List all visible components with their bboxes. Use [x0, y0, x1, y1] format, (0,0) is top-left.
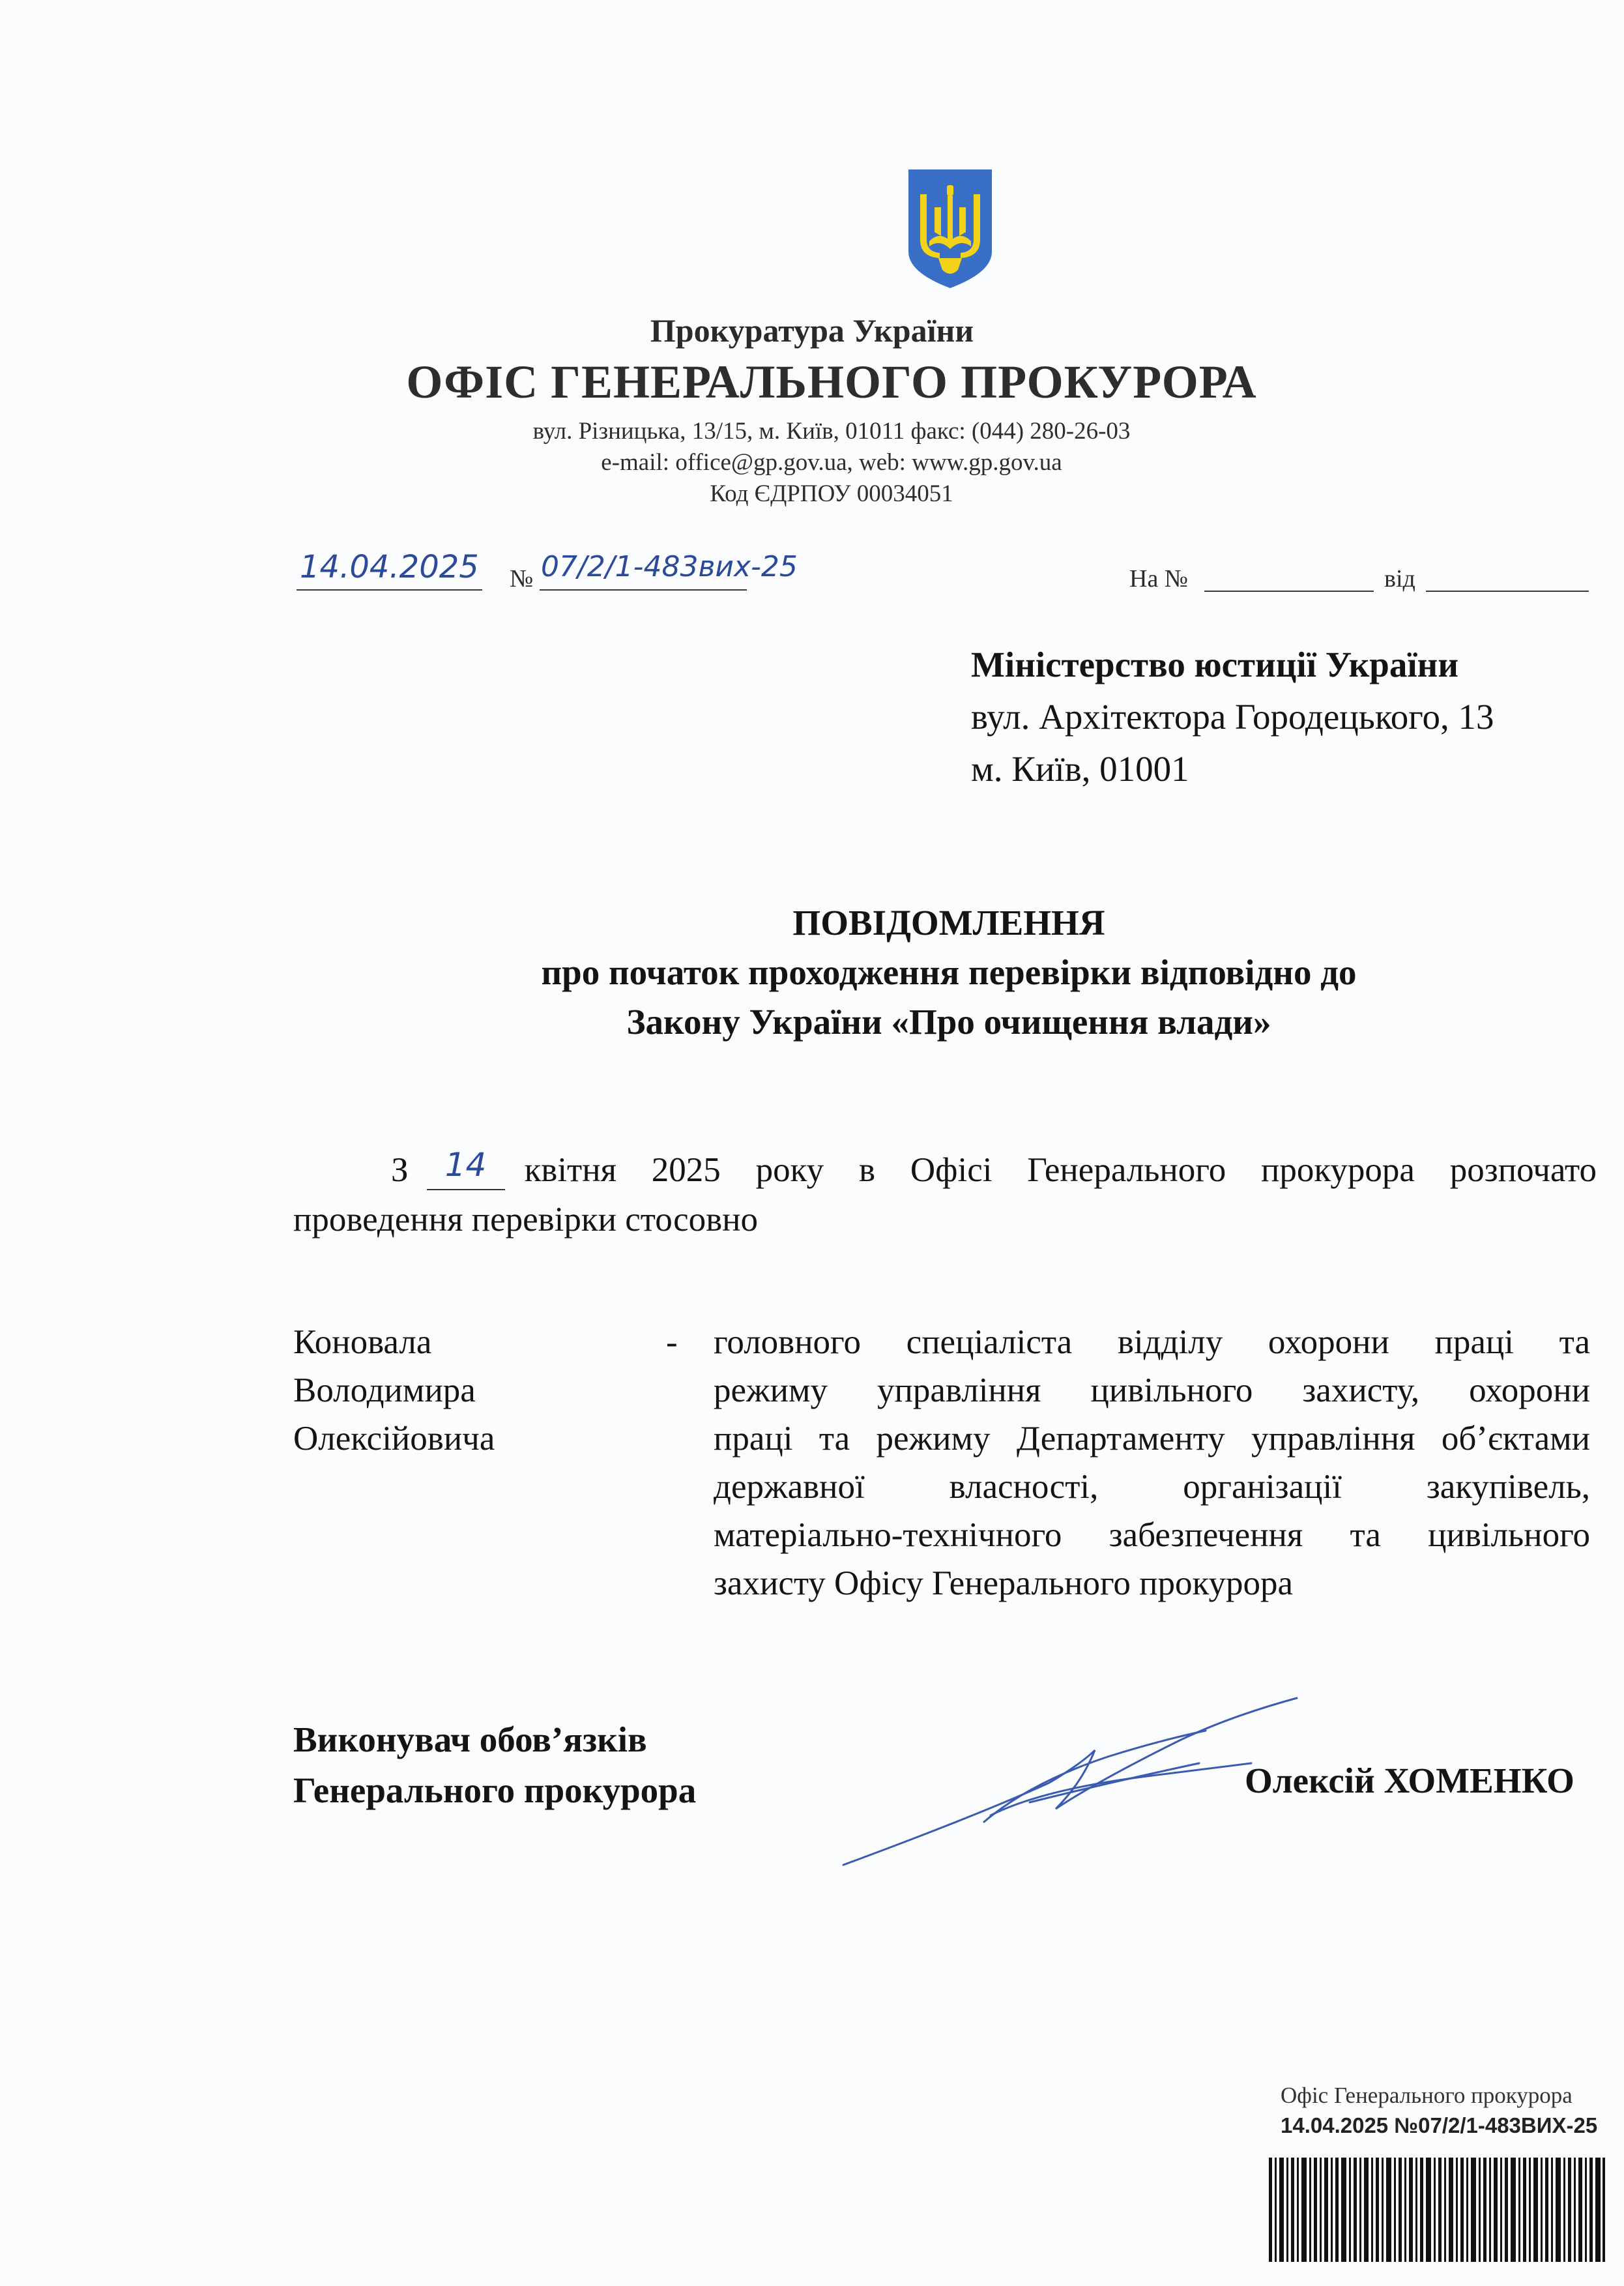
reply-number-line [1204, 591, 1374, 592]
person-firstname: Володимира [293, 1371, 476, 1409]
reply-number-label: На № [1129, 565, 1189, 593]
dash-separator: - [666, 1323, 678, 1361]
document-subtitle-line2: Закону України «Про очищення влади» [626, 1002, 1271, 1042]
stamp-registration: 14.04.2025 №07/2/1-483ВИХ-25 [1281, 2113, 1598, 2137]
outgoing-number: 07/2/1-483вих-25 [541, 550, 798, 583]
number-underline [540, 589, 747, 591]
intro-line2: проведення перевірки стосовно [293, 1201, 758, 1238]
document-title-block [137, 898, 1624, 1047]
intro-prefix: З [391, 1151, 409, 1189]
date-underline [297, 589, 482, 591]
person-patronymic: Олексійовича [293, 1420, 495, 1458]
person-surname: Коновала [293, 1323, 432, 1361]
intro-rest: квітня 2025 року в Офісі Генерального прокурора розпочато [524, 1151, 1597, 1189]
signatory-name: Олексій ХОМЕНКО [1245, 1761, 1574, 1800]
intro-paragraph [293, 1146, 1597, 1244]
signatory-role [293, 1714, 696, 1816]
intro-day: 14 [444, 1146, 487, 1184]
handwritten-signature [834, 1685, 1316, 1881]
barcode-icon [1268, 2158, 1606, 2262]
addressee-name: Міністерство юстиції України [971, 645, 1459, 684]
office-name: ОФІС ГЕНЕРАЛЬНОГО ПРОКУРОРА [406, 356, 1257, 408]
addressee-street: вул. Архітектора Городецького, 13 [971, 697, 1494, 737]
document-subtitle-line1: про початок проходження перевірки відповідно до [541, 952, 1357, 992]
office-contacts: e-mail: office@gp.gov.ua, web: www.gp.gov.ua [601, 449, 1062, 476]
reply-from-line [1426, 591, 1589, 592]
person-position [714, 1318, 1590, 1607]
number-sign: № [510, 565, 534, 593]
person-name [293, 1318, 495, 1463]
position-line: захисту Офісу Генерального прокурора [714, 1564, 1294, 1602]
position-line: державної власності, організації закупівель, [714, 1468, 1590, 1506]
document-title: ПОВІДОМЛЕННЯ [792, 903, 1105, 943]
signatory-role-line2: Генерального прокурора [293, 1770, 697, 1810]
organization-name: Прокуратура України [650, 312, 974, 349]
stamp-organization: Офіс Генерального прокурора [1281, 2083, 1573, 2108]
outgoing-date: 14.04.2025 [300, 549, 479, 585]
trident-emblem-icon [906, 168, 994, 289]
addressee-city: м. Київ, 01001 [971, 749, 1189, 789]
addressee-block [971, 639, 1494, 795]
reply-from-label: від [1384, 565, 1415, 593]
position-line: режиму управління цивільного захисту, охорони [714, 1371, 1590, 1409]
office-code: Код ЄДРПОУ 00034051 [710, 480, 953, 507]
position-line: праці та режиму Департаменту управління об’єктами [714, 1420, 1590, 1458]
office-address: вул. Різницька, 13/15, м. Київ, 01011 факс: (044) 280-26-03 [532, 418, 1131, 445]
signatory-role-line1: Виконувач обов’язків [293, 1720, 647, 1759]
position-line: головного спеціаліста відділу охорони праці та [714, 1323, 1590, 1361]
position-line: матеріально-технічного забезпечення та цивільного [714, 1516, 1590, 1554]
